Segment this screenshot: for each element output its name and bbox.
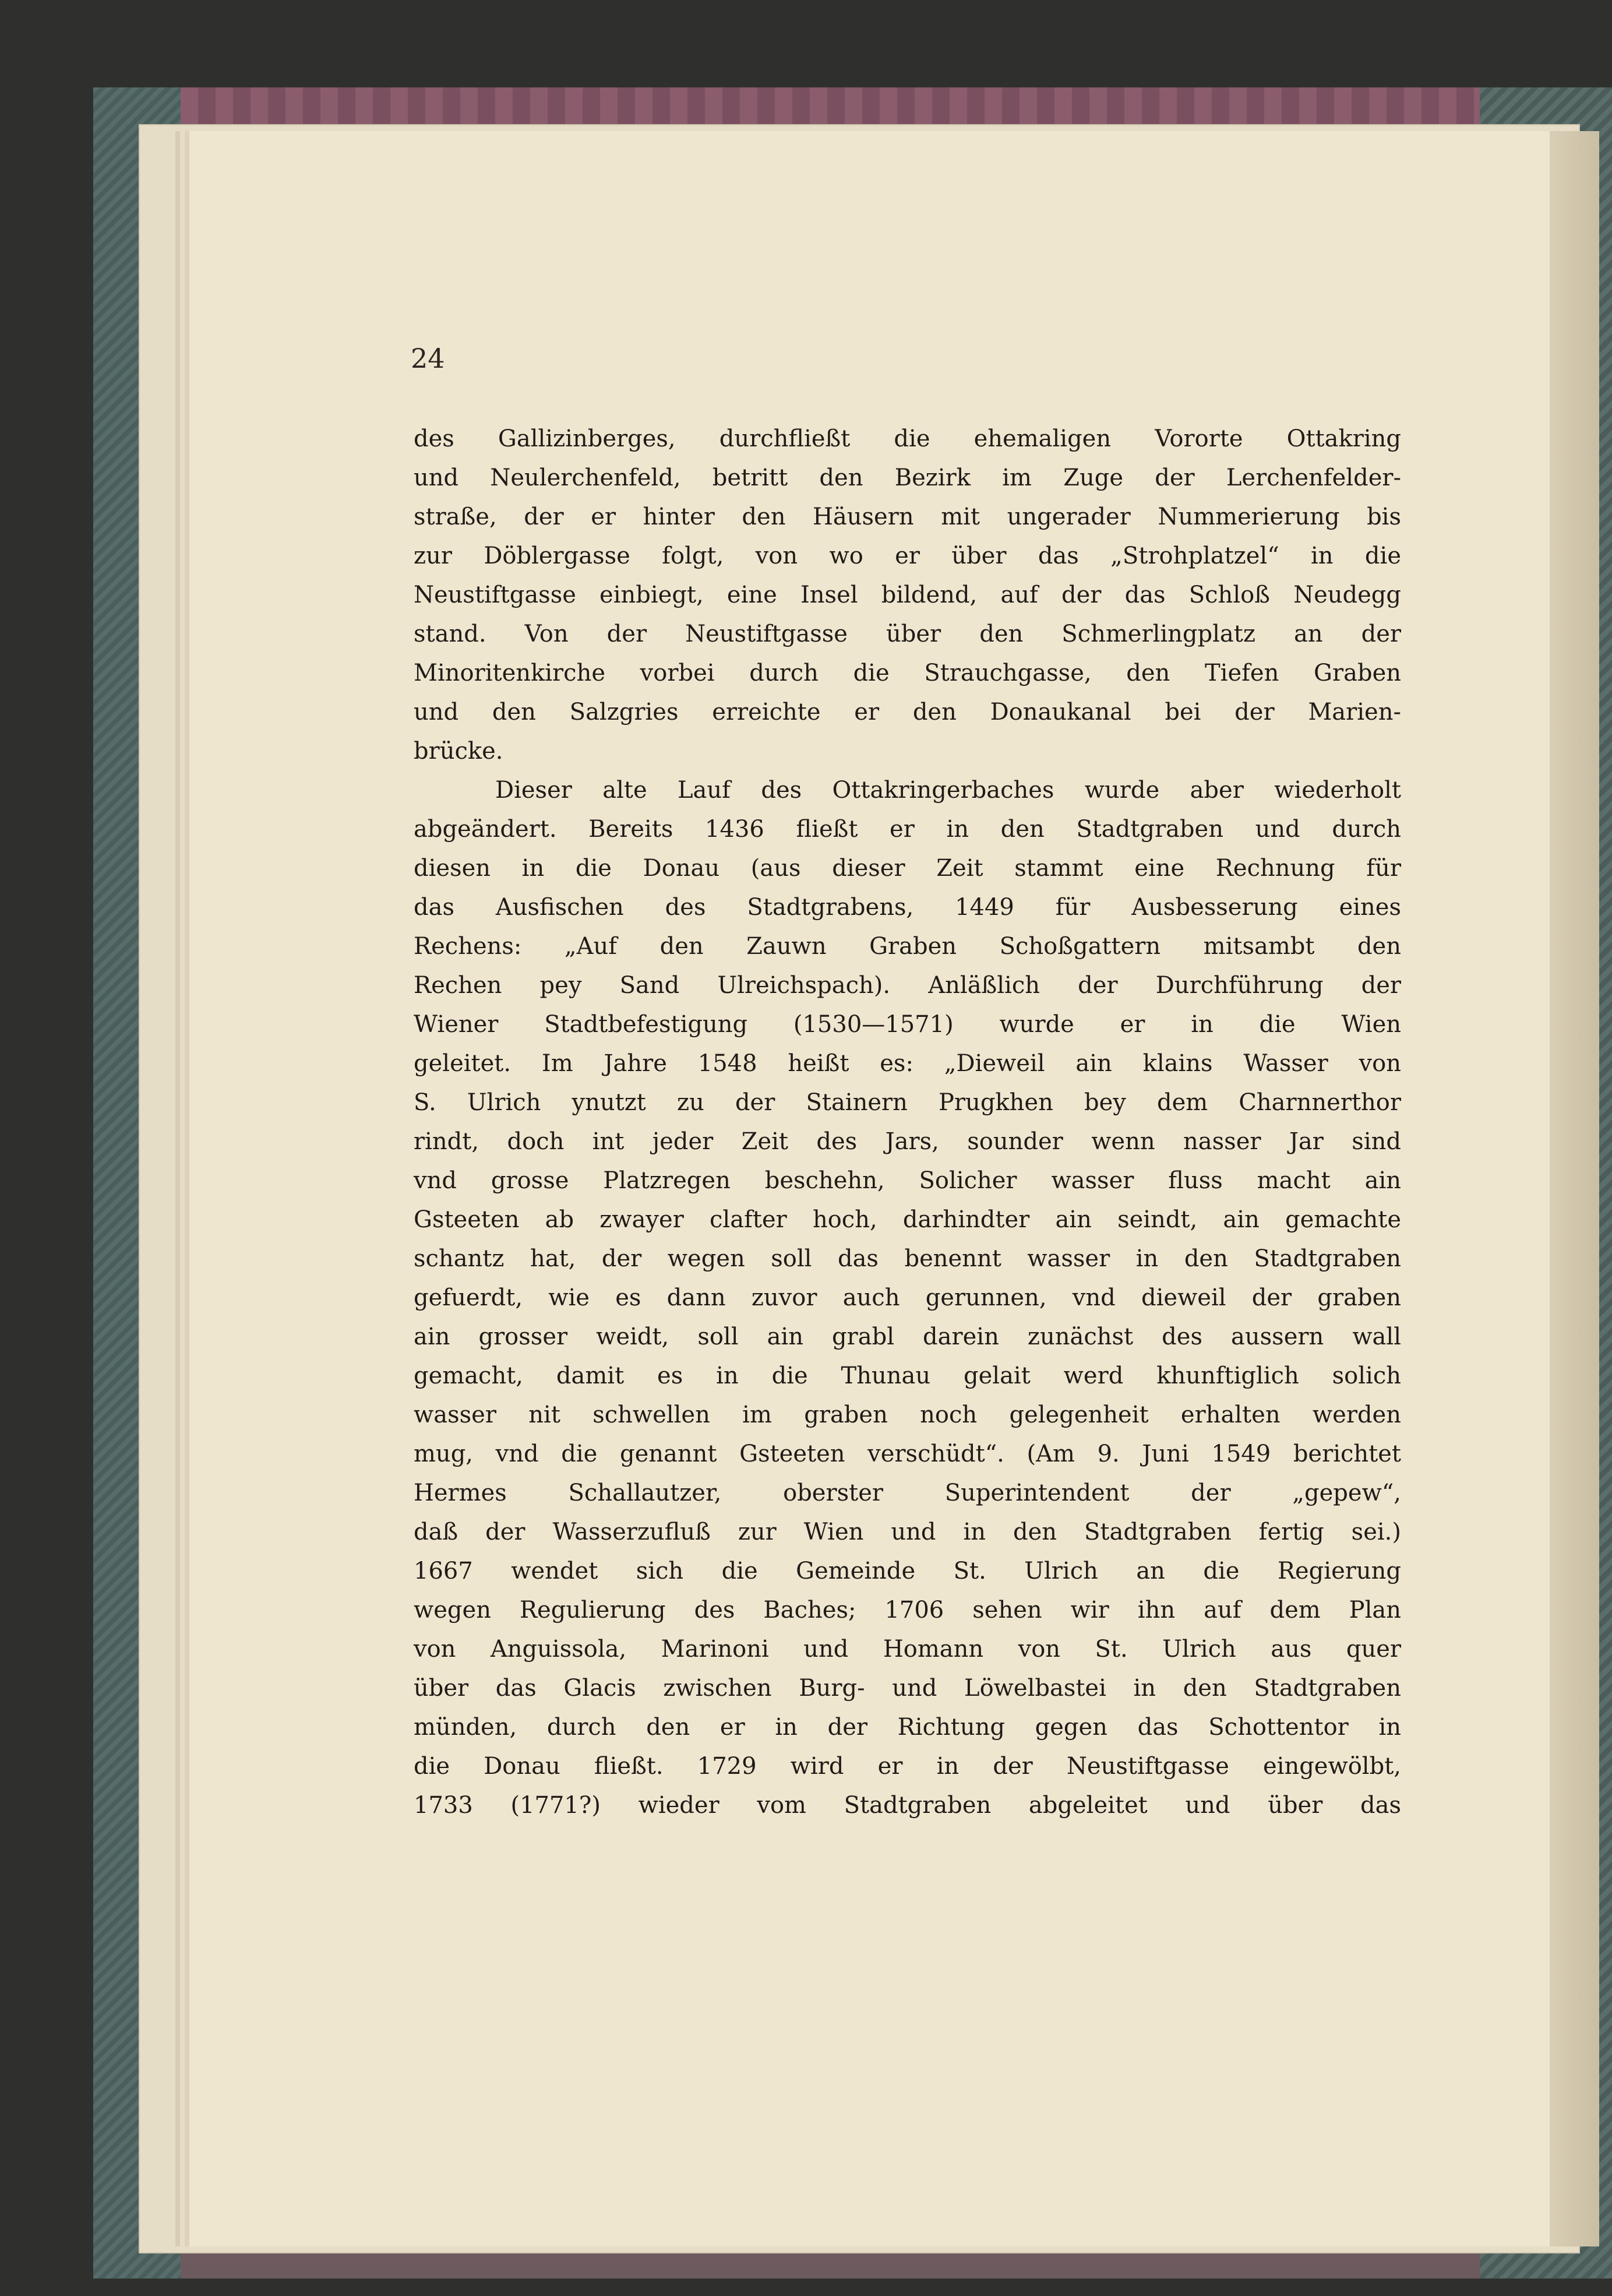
text-line: zur Döblergasse folgt, von wo er über das „Strohplatzel“ in die: [414, 543, 1401, 569]
paragraph-1: [414, 420, 1401, 771]
text-line: 1733 (1771?) wieder vom Stadtgraben abgeleitet und über das: [414, 1792, 1401, 1819]
paragraph-2: [414, 771, 1401, 1825]
text-line: gemacht, damit es in die Thunau gelait werd khunftiglich solich: [414, 1362, 1401, 1389]
text-line: münden, durch den er in der Richtung gegen das Schottentor in: [414, 1714, 1401, 1741]
text-line: des Gallizinberges, durchfließt die ehemaligen Vororte Ottakring: [414, 425, 1401, 452]
body-text: [414, 420, 1401, 1825]
text-line: diesen in die Donau (aus dieser Zeit stammt eine Rechnung für: [414, 855, 1401, 882]
text-line: ain grosser weidt, soll ain grabl darein zunächst des aussern wall: [414, 1323, 1401, 1350]
text-line: Rechens: „Auf den Zauwn Graben Schoßgattern mitsambt den: [414, 933, 1401, 960]
text-line: Neustiftgasse einbiegt, eine Insel bildend, auf der das Schloß Neudegg: [414, 582, 1401, 608]
text-line: Hermes Schallautzer, oberster Superintendent der „gepew“,: [414, 1480, 1401, 1506]
text-line: schantz hat, der wegen soll das benennt wasser in den Stadtgraben: [414, 1245, 1401, 1272]
text-line: Wiener Stadtbefestigung (1530—1571) wurde er in die Wien: [414, 1011, 1401, 1038]
text-line: und Neulerchenfeld, betritt den Bezirk im Zuge der Lerchenfelder-: [414, 464, 1401, 491]
text-line: S. Ulrich ynutzt zu der Stainern Prugkhen bey dem Charnnerthor: [414, 1089, 1401, 1116]
text-line: 1667 wendet sich die Gemeinde St. Ulrich an die Regierung: [414, 1558, 1401, 1584]
text-line: vnd grosse Platzregen beschehn, Solicher wasser fluss macht ain: [414, 1167, 1401, 1194]
text-line: Gsteeten ab zwayer clafter hoch, darhindter ain seindt, ain gemachte: [414, 1206, 1401, 1233]
text-line: wegen Regulierung des Baches; 1706 sehen wir ihn auf dem Plan: [414, 1597, 1401, 1624]
text-line: stand. Von der Neustiftgasse über den Schmerlingplatz an der: [414, 621, 1401, 647]
text-line: Dieser alte Lauf des Ottakringerbaches wurde aber wiederholt: [495, 777, 1401, 804]
text-line: geleitet. Im Jahre 1548 heißt es: „Dieweil ain klains Wasser von: [414, 1050, 1401, 1077]
text-line: Rechen pey Sand Ulreichspach). Anläßlich der Durchführung der: [414, 972, 1401, 999]
text-line: mug, vnd die genannt Gsteeten verschüdt“. (Am 9. Juni 1549 berichtet: [414, 1441, 1401, 1467]
text-line: wasser nit schwellen im graben noch gelegenheit erhalten werden: [414, 1401, 1401, 1428]
page-right-edge: [1550, 131, 1599, 2246]
text-line: und den Salzgries erreichte er den Donaukanal bei der Marien-: [414, 699, 1401, 726]
text-line: rindt, doch int jeder Zeit des Jars, sounder wenn nasser Jar sind: [414, 1128, 1401, 1155]
text-line: abgeändert. Bereits 1436 fließt er in den Stadtgraben und durch: [414, 816, 1401, 843]
text-line: gefuerdt, wie es dann zuvor auch gerunnen, vnd dieweil der graben: [414, 1284, 1401, 1311]
page-number: 24: [411, 343, 445, 374]
text-line: Minoritenkirche vorbei durch die Strauchgasse, den Tiefen Graben: [414, 660, 1401, 686]
text-line: daß der Wasserzufluß zur Wien und in den Stadtgraben fertig sei.): [414, 1519, 1401, 1545]
text-line: die Donau fließt. 1729 wird er in der Neustiftgasse eingewölbt,: [414, 1753, 1401, 1780]
text-line: straße, der er hinter den Häusern mit ungerader Nummerierung bis: [414, 503, 1401, 530]
text-line: über das Glacis zwischen Burg- und Löwelbastei in den Stadtgraben: [414, 1675, 1401, 1702]
text-line: das Ausfischen des Stadtgrabens, 1449 für Ausbesserung eines: [414, 894, 1401, 921]
text-line: brücke.: [414, 738, 503, 765]
text-line: von Anguissola, Marinoni und Homann von St. Ulrich aus quer: [414, 1636, 1401, 1663]
